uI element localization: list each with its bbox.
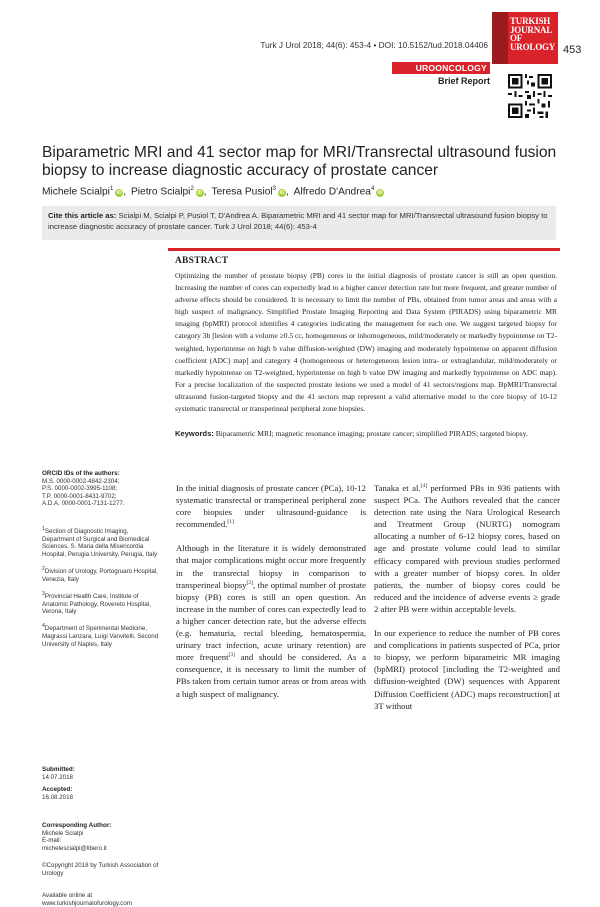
keywords-label: Keywords: xyxy=(175,429,214,438)
paragraph-text: , the optimal number of prostate biopsy (PB) cores is still an open question. An increase in the number of cores can expectedly lead to a higher cancer detection rate, but the adverse effects (e.g. hematuria, rectal bleeding, hematospermia, urinary tract infection, acute urinary retention) are more frequent xyxy=(176,579,366,663)
corresponding-name: Michele Scialpi xyxy=(42,829,84,837)
author-affiliation-sup: 4 xyxy=(370,186,375,192)
orcid-id[interactable]: A.D.A. 0000-0001-7131-1277. xyxy=(42,500,125,508)
reference-link[interactable]: [4] xyxy=(420,483,427,490)
orcid-heading: ORCID IDs of the authors: xyxy=(42,470,120,477)
body-column-right xyxy=(374,482,560,724)
author-name: Michele Scialpi xyxy=(42,186,110,198)
logo-text xyxy=(510,17,558,51)
author-separator: , xyxy=(123,186,127,198)
reference-link[interactable]: [2] xyxy=(246,579,253,586)
author-separator: , xyxy=(285,186,289,198)
affiliation-3 xyxy=(42,591,160,616)
author-4[interactable] xyxy=(294,186,385,197)
available-label: Available online at xyxy=(42,892,93,899)
logo-line-1: TURKISH xyxy=(510,16,551,26)
submitted-value: 14.07.2018 xyxy=(42,773,73,781)
qr-code-icon[interactable] xyxy=(508,74,552,118)
affiliation-text: Section of Diagnostic Imaging, Department of Surgical and Biomedical Sciences, S. Maria della Misericordia Hospital, Perugia University, Perugia, Italy xyxy=(42,528,158,558)
paragraph-text: and should be considered. As a consequence, it is necessary to limit the number of PBs taken from certain tumor areas or from areas with a high suspect of malignancy. xyxy=(176,652,366,699)
affiliation-4 xyxy=(42,623,160,648)
orcid-id[interactable]: M.S. 0000-0002-4842-2304; xyxy=(42,477,120,485)
availability xyxy=(42,892,160,907)
paragraph xyxy=(374,482,560,615)
accepted-value: 16.08.2018 xyxy=(42,793,73,801)
submitted-date xyxy=(42,766,160,781)
email-link[interactable]: michelescialpi@libero.it xyxy=(42,844,107,852)
author-name: Pietro Scialpi xyxy=(130,186,191,198)
abstract-text: Optimizing the number of prostate biopsy (PB) cores in the initial diagnosis of prostate cancer is still an open question. Increasing the number of cores can expectedly lead to a higher cancer detection rate but more frequent, and greater number of adverse effects should be considered. It is necessary to limit the number of PBs, obtained from tumor areas and areas with a high suspect of malignancy. Simplified Prostate Imaging Reporting and Data System (PIRADS) using biparametric MR imaging (bpMRI) protocol identifies 4 categories indicating the management for each one. We suggest targeted biopsy for category 3b [lesion with a volume ≥0.5 cc, homogeneous or inhomogeneous, mild/moderately or markedly hypointense on T2-weighted, hyperintense on high b value diffusion-weighted (DW) imaging and moderately hypointense on apparent diffusion coefficient (ADC) map] and category 4 (homogeneous or heterogeneous lesion intra- or extraglandular, mild/moderately or markedly hypointense on T2-weighted, hyperintense on high b value DW imaging and markedly hypointense on ADC map). For a precise localization of the suspected prostate lesions we used a model of 41 sectors/regions map. BpMRI/Transrectal ultrasound fusion-targeted biopsy and the 41 sectors map represent a valid alternative model to the core biopsy of 10-12 systematic transrectal or transperineal peripheral zone biopsies. xyxy=(175,271,557,414)
journal-reference: Turk J Urol 2018; 44(6): 453-4 • DOI: 10.5152/tud.2018.04406 xyxy=(260,40,488,50)
abstract-heading: ABSTRACT xyxy=(175,256,229,266)
orcid-icon[interactable]: iD xyxy=(197,190,203,197)
body-column-left xyxy=(176,482,366,712)
journal-logo[interactable] xyxy=(492,12,558,64)
orcid-icon[interactable]: iD xyxy=(377,190,383,197)
corresponding-label: Corresponding Author: xyxy=(42,822,112,829)
paragraph-text: Although in the literature it is widely demonstrated that major complications might occur more frequently in the transrectal biopsy in comparison to transperineal biopsy xyxy=(176,543,366,590)
affiliation-text: Department of Sperimental Medicine, Magrassi Lanzara, Luigi Vanvitelli, Second University of Naples, Italy xyxy=(42,625,159,648)
paragraph: In our experience to reduce the number of PB cores and complications in patients suspected of PCa, prior to biopsy, we perform biparametric MR imaging (bpMRI) protocol [including the T2-weighted and diffusion-weighted (DW) sequences with Apparent Diffusion Coefficient (ADC) maps reconstruction] at 3T without xyxy=(374,628,560,711)
affiliation-sup: 2 xyxy=(42,566,45,573)
orcid-icon[interactable]: iD xyxy=(116,190,122,197)
paragraph xyxy=(176,542,366,699)
abstract-rule xyxy=(168,248,560,251)
section-label: UROONCOLOGY xyxy=(392,62,490,74)
author-list xyxy=(42,186,562,197)
paragraph-text: Tanaka et al. xyxy=(374,483,421,493)
author-1[interactable] xyxy=(42,186,126,197)
affiliations xyxy=(42,526,160,656)
citation-label: Cite this article as: xyxy=(48,211,117,220)
reference-link[interactable]: [3] xyxy=(228,652,235,659)
paragraph-text: performed PBs in 936 patients with suspect PCa. The Authors revealed that the cancer detection rate using the Nara Urological Research and Treatment Group (NURTG) nomogram allocating a number of 6-12 biopsy cores, based on age and prostate volume could lead to similar efficacy compared with previous studies performed with a greater number of biopsy cores. In older patients, the number of biopsy cores could be reduced and the incidence of adverse events ≥ grade 2 after PB were within acceptable levels. xyxy=(374,483,560,614)
orcid-id[interactable]: T.P. 0000-0001-8431-9702; xyxy=(42,492,117,500)
author-2[interactable] xyxy=(131,186,207,197)
affiliation-sup: 4 xyxy=(42,623,45,630)
author-affiliation-sup: 2 xyxy=(190,186,194,192)
paragraph-text: In the initial diagnosis of prostate cancer (PCa), 10-12 systematic transrectal or transperineal peripheral zone core biopsies under ultrasound-guidance is recommended. xyxy=(176,483,366,530)
affiliation-text: Provincial Health Care, Institute of Anatomic Pathology, Rovereto Hospital, Verona, Italy xyxy=(42,592,151,616)
article-title: Biparametric MRI and 41 sector map for MRI/Transrectal ultrasound fusion biopsy to increase diagnostic accuracy of prostate cancer xyxy=(42,144,557,179)
abstract-section xyxy=(168,248,560,466)
affiliation-text: Division of Urology, Portogruaro Hospital, Venezia, Italy xyxy=(42,568,158,583)
affiliation-sup: 1 xyxy=(42,526,45,532)
article-dates xyxy=(42,766,160,806)
author-affiliation-sup: 3 xyxy=(272,186,276,192)
accepted-date xyxy=(42,786,160,801)
reference-link[interactable]: [1] xyxy=(227,519,234,526)
author-separator: , xyxy=(203,186,207,198)
affiliation-1 xyxy=(42,526,160,558)
email-label: E-mail: xyxy=(42,837,62,845)
author-name: Alfredo D'Andrea xyxy=(293,186,371,198)
author-name: Teresa Pusiol xyxy=(211,186,273,198)
keywords xyxy=(175,428,557,440)
logo-line-2: JOURNAL OF xyxy=(510,24,552,43)
article-type: Brief Report xyxy=(437,76,490,86)
journal-url-link[interactable]: www.turkishjournalofurology.com xyxy=(42,899,132,907)
corresponding-author xyxy=(42,822,160,852)
accepted-label: Accepted: xyxy=(42,786,73,794)
keywords-text: Biparametric MRI; magnetic resonance imaging; prostate cancer; simplified PIRADS; targeted biopsy. xyxy=(215,429,528,438)
orcid-icon[interactable]: iD xyxy=(279,190,285,197)
orcid-id[interactable]: P.S. 0000-0002-3995-1108; xyxy=(42,485,118,493)
logo-line-3: UROLOGY xyxy=(510,41,556,52)
citation-text xyxy=(48,210,550,232)
citation-body: Scialpi M, Scialpi P, Pusiol T, D'Andrea A. Biparametric MRI and 41 sector map for MRI/Transrectal ultrasound fusion biopsy to increase diagnostic accuracy of prostate cancer. Turk J Urol 2018; 44(6): 453-4 xyxy=(48,211,548,231)
author-affiliation-sup: 1 xyxy=(109,186,114,192)
submitted-label: Submitted: xyxy=(42,766,75,773)
affiliation-sup: 3 xyxy=(42,590,45,597)
logo-stripe xyxy=(492,12,508,64)
page-number: 453 xyxy=(563,44,582,56)
author-3[interactable] xyxy=(211,186,288,197)
affiliation-2 xyxy=(42,566,160,583)
copyright: ©Copyright 2018 by Turkish Association of Urology xyxy=(42,862,159,877)
paragraph xyxy=(176,482,366,530)
orcid-block xyxy=(42,470,160,508)
citation-box xyxy=(42,206,556,240)
